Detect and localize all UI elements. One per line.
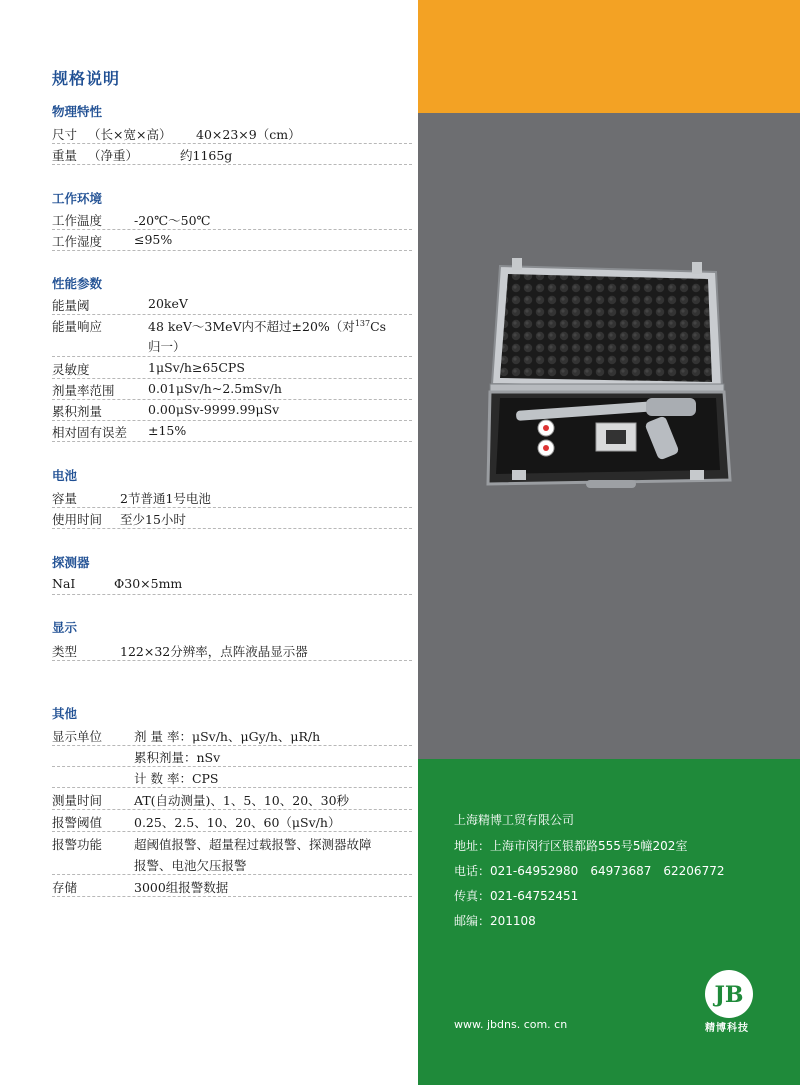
- company-website[interactable]: www. jbdns. com. cn: [454, 1018, 568, 1031]
- spec-row-alarm-function: [52, 834, 412, 853]
- spec-row-display-unit-2: [52, 747, 412, 767]
- spec-value: -20℃～50℃: [134, 213, 211, 228]
- spec-row-storage: [52, 877, 412, 897]
- spec-row-display-unit: [52, 726, 412, 746]
- spec-value: 0.25、2.5、10、20、60（μSv/h）: [134, 815, 341, 830]
- spec-row-energy-response: [52, 316, 412, 357]
- section-title-other: 其他: [52, 706, 78, 721]
- company-address: 地址：上海市闵行区银都路555号5幢202室: [454, 839, 688, 853]
- company-phone: 电话：021-64952980 64973687 62206772: [454, 864, 725, 878]
- spec-value: ≤95%: [134, 232, 173, 247]
- spec-label: 能量阈: [52, 298, 90, 313]
- spec-row-weight: [52, 145, 412, 165]
- spec-value: 1μSv/h≥65CPS: [148, 360, 245, 375]
- spec-value: 计 数 率：CPS: [134, 771, 219, 786]
- section-title-display: 显示: [52, 620, 78, 635]
- spec-value: 报警、电池欠压报警: [134, 858, 247, 873]
- spec-value: 3000组报警数据: [134, 880, 229, 895]
- logo-text: 精博科技: [705, 1023, 749, 1034]
- company-zip: 邮编：201108: [454, 914, 536, 928]
- page-title: 规格说明: [52, 69, 121, 88]
- spec-row-dose-rate-range: [52, 380, 412, 400]
- spec-label: 能量响应: [52, 319, 103, 334]
- spec-value: 2节普通1号电池: [120, 491, 211, 506]
- spec-value: 累积剂量：nSv: [134, 750, 221, 765]
- spec-value: 20keV: [148, 296, 188, 311]
- spec-value: 40×23×9（cm）: [196, 127, 301, 142]
- spec-value: 超阈值报警、超量程过载报警、探测器故障: [134, 837, 372, 852]
- spec-sub: （长×宽×高）: [88, 127, 172, 142]
- spec-row-sensitivity: [52, 359, 412, 379]
- spec-row-display-unit-3: [52, 768, 412, 788]
- spec-label: 相对固有误差: [52, 425, 128, 440]
- spec-label: 工作湿度: [52, 234, 103, 249]
- section-title-performance: 性能参数: [52, 276, 103, 291]
- spec-label: 容量: [52, 491, 78, 506]
- section-title-environment: 工作环境: [52, 191, 103, 206]
- section-title-detector: 探测器: [52, 555, 90, 570]
- logo-letters: JB: [714, 982, 744, 1008]
- spec-value: AT(自动测量)、1、5、10、20、30秒: [134, 793, 350, 808]
- spec-label: 使用时间: [52, 512, 103, 527]
- spec-value: 剂 量 率：μSv/h、μGy/h、μR/h: [134, 729, 321, 744]
- company-fax: 传真：021-64752451: [454, 889, 579, 903]
- spec-row-error: [52, 422, 412, 442]
- spec-row-capacity: [52, 488, 412, 508]
- spec-row-alarm-threshold: [52, 812, 412, 832]
- orange-banner: [418, 0, 800, 113]
- spec-value: Φ30×5mm: [114, 576, 183, 591]
- spec-row-energy-threshold: [52, 295, 412, 315]
- spec-label: 类型: [52, 644, 78, 659]
- spec-value: ±15%: [148, 423, 187, 438]
- spec-label: NaI: [52, 576, 76, 591]
- spec-value: 122×32分辨率，点阵液晶显示器: [120, 644, 308, 659]
- spec-row-cumulative-dose: [52, 401, 412, 421]
- instrument-case-image: [486, 258, 732, 498]
- spec-value: 0.01μSv/h~2.5mSv/h: [148, 381, 282, 396]
- spec-row-measure-time: [52, 790, 412, 810]
- spec-value-line2: 归一）: [148, 339, 186, 354]
- spec-row-size: [52, 124, 412, 144]
- spec-row-humidity: [52, 231, 412, 251]
- spec-label: 重量: [52, 148, 78, 163]
- section-title-physical: 物理特性: [52, 104, 103, 119]
- spec-label: 尺寸: [52, 127, 78, 142]
- spec-label: 存储: [52, 880, 78, 895]
- spec-row-usage-time: [52, 509, 412, 529]
- company-name: 上海精博工贸有限公司: [454, 813, 575, 827]
- company-logo-icon: [703, 968, 755, 1020]
- spec-row-temperature: [52, 210, 412, 230]
- spec-label: 显示单位: [52, 729, 103, 744]
- spec-label: 测量时间: [52, 793, 103, 808]
- spec-label: 剂量率范围: [52, 383, 115, 398]
- spec-label: 报警功能: [52, 837, 103, 852]
- spec-sub: （净重）: [88, 148, 139, 163]
- spec-row-alarm-function-2: [52, 855, 412, 875]
- spec-value: 至少15小时: [120, 512, 186, 527]
- spec-label: 灵敏度: [52, 362, 90, 377]
- spec-value: 0.00μSv-9999.99μSv: [148, 402, 280, 417]
- spec-value: 48 keV～3MeV内不超过±20%（对$^{137}$Cs: [148, 318, 387, 334]
- section-title-battery: 电池: [52, 468, 78, 483]
- spec-label: 累积剂量: [52, 404, 103, 419]
- spec-row-display-type: [52, 641, 412, 661]
- spec-value: 约1165g: [180, 148, 233, 163]
- spec-label: 工作温度: [52, 213, 103, 228]
- spec-row-nai: [52, 575, 412, 595]
- spec-label: 报警阈值: [52, 815, 103, 830]
